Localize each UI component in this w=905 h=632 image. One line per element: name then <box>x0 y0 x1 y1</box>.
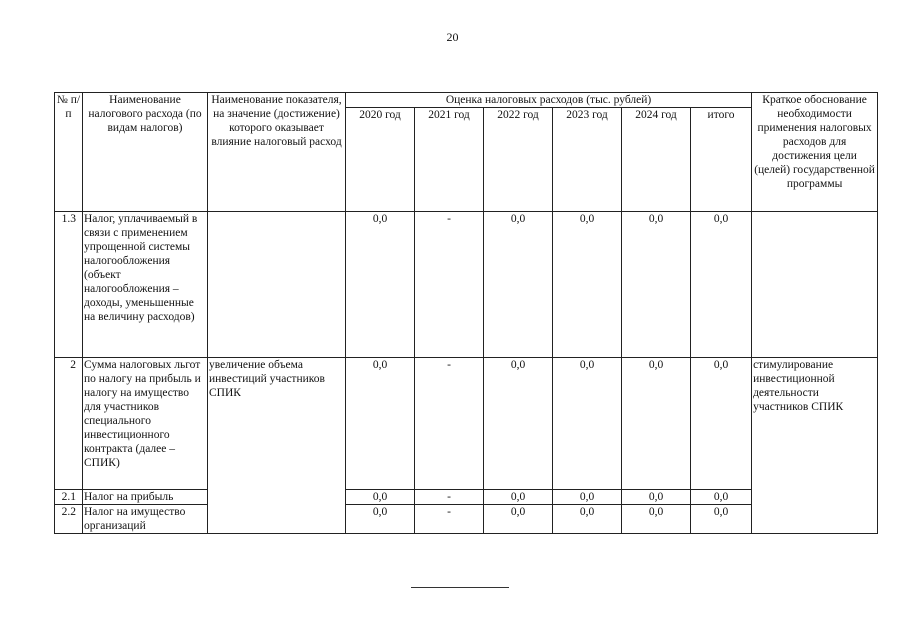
value-total: 0,0 <box>691 358 752 490</box>
header-name: Наименование налогового расхода (по видам налогов) <box>83 93 208 212</box>
row-justification <box>752 212 878 358</box>
header-year-2024: 2024 год <box>622 108 691 212</box>
value-2023: 0,0 <box>553 358 622 490</box>
header-year-2023: 2023 год <box>553 108 622 212</box>
value-total: 0,0 <box>691 490 752 505</box>
value-2022: 0,0 <box>484 505 553 534</box>
tax-expenditure-table <box>54 92 878 534</box>
value-2021: - <box>415 505 484 534</box>
header-year-2020: 2020 год <box>346 108 415 212</box>
table-row <box>55 358 878 490</box>
footer-divider <box>411 587 509 588</box>
value-2023: 0,0 <box>553 490 622 505</box>
row-justification: стимулирование инвестиционной деятельности участников СПИК <box>752 358 878 534</box>
value-total: 0,0 <box>691 505 752 534</box>
header-year-2021: 2021 год <box>415 108 484 212</box>
value-2020: 0,0 <box>346 505 415 534</box>
value-2020: 0,0 <box>346 358 415 490</box>
value-2021: - <box>415 358 484 490</box>
value-2022: 0,0 <box>484 490 553 505</box>
row-num: 2 <box>55 358 83 490</box>
header-num: № п/п <box>55 93 83 212</box>
value-total: 0,0 <box>691 212 752 358</box>
header-total: итого <box>691 108 752 212</box>
row-name: Налог, уплачиваемый в связи с применением упрощенной системы налогообложения (объект налогообложения – доходы, уменьшенные на величину расходов) <box>83 212 208 358</box>
row-indicator <box>208 212 346 358</box>
value-2024: 0,0 <box>622 212 691 358</box>
value-2024: 0,0 <box>622 490 691 505</box>
header-justification: Краткое обоснование необходимости применения налоговых расходов для достижения цели (целей) государственной программы <box>752 93 878 212</box>
value-2020: 0,0 <box>346 212 415 358</box>
row-num: 2.2 <box>55 505 83 534</box>
row-indicator: увеличение объема инвестиций участников СПИК <box>208 358 346 534</box>
value-2021: - <box>415 212 484 358</box>
value-2020: 0,0 <box>346 490 415 505</box>
row-num: 1.3 <box>55 212 83 358</box>
header-indicator: Наименование показателя, на значение (достижение) которого оказывает влияние налоговый расход <box>208 93 346 212</box>
value-2022: 0,0 <box>484 212 553 358</box>
value-2021: - <box>415 490 484 505</box>
table-row <box>55 212 878 358</box>
value-2023: 0,0 <box>553 505 622 534</box>
value-2024: 0,0 <box>622 358 691 490</box>
header-year-2022: 2022 год <box>484 108 553 212</box>
value-2023: 0,0 <box>553 212 622 358</box>
value-2022: 0,0 <box>484 358 553 490</box>
row-name: Сумма налоговых льгот по налогу на прибыль и налогу на имущество для участников специального инвестиционного контракта (далее – СПИК) <box>83 358 208 490</box>
value-2024: 0,0 <box>622 505 691 534</box>
header-estimate-group: Оценка налоговых расходов (тыс. рублей) <box>346 93 752 108</box>
row-name: Налог на имущество организаций <box>83 505 208 534</box>
page-number: 20 <box>446 30 459 44</box>
row-num: 2.1 <box>55 490 83 505</box>
row-name: Налог на прибыль <box>83 490 208 505</box>
